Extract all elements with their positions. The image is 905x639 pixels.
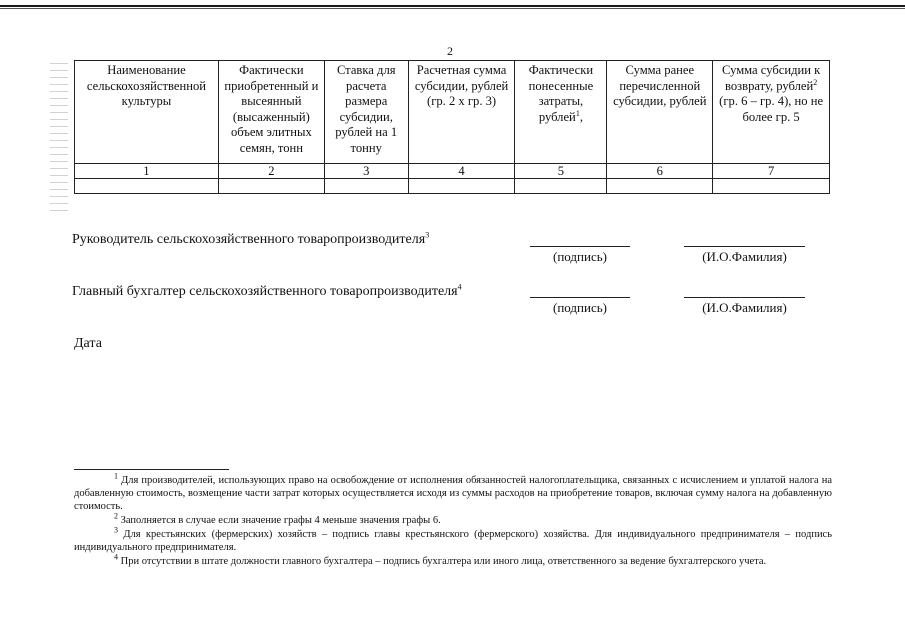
footnote-separator: [74, 469, 229, 470]
scan-edge-marks: [50, 60, 68, 215]
accountant-name-caption: (И.О.Фамилия): [702, 300, 787, 315]
column-number: 1: [75, 164, 219, 179]
accountant-signature-label: Главный бухгалтер сельскохозяйственного товаропроизводителя$^4$: [72, 282, 462, 299]
table-cell[interactable]: [713, 179, 830, 194]
table-cell[interactable]: [324, 179, 408, 194]
table-header-row: [75, 61, 830, 164]
column-number: 2: [218, 164, 324, 179]
head-signature-label: Руководитель сельскохозяйственного товаропроизводителя$^3$: [72, 230, 430, 247]
top-border-line: [0, 5, 905, 7]
footnote-1: $^1$ Для производителей, использующих право на освобождение от исполнения обязанностей налогоплательщика, связанных с исчислением и уплатой налога на добавленную стоимость, возмещение части затрат которых осуществляется исходя из суммы расходов на приобретение товаров, включая сумму налога на добавленную стоимость.: [74, 471, 833, 512]
accountant-signature-line[interactable]: [530, 297, 630, 298]
header-refund-sum: Сумма субсидии к возврату, рублей$^2$ (гр. 6 – гр. 4), но не более гр. 5: [713, 61, 830, 164]
table-cell[interactable]: [75, 179, 219, 194]
head-name-line[interactable]: [684, 246, 805, 247]
table-cell[interactable]: [218, 179, 324, 194]
page-number: 2: [447, 44, 453, 58]
table-cell[interactable]: [515, 179, 607, 194]
table-cell[interactable]: [607, 179, 713, 194]
footnote-4: $^4$ При отсутствии в штате должности главного бухгалтера – подпись бухгалтера или иного лица, ответственного за ведение бухгалтерского учета.: [114, 552, 767, 567]
subsidy-table: [74, 60, 830, 194]
top-border-line-thin: [0, 8, 905, 9]
column-number: 4: [408, 164, 515, 179]
header-rate: Ставка для расчета размера субсидии, рублей на 1 тонну: [324, 61, 408, 164]
header-seed-volume: Фактически приобретенный и высеянный (высаженный) объем элитных семян, тонн: [218, 61, 324, 164]
empty-data-row: [75, 179, 830, 194]
header-crop-name: Наименование сельскохозяйственной культуры: [75, 61, 219, 164]
footnote-3: $^3$ Для крестьянских (фермерских) хозяйств – подпись главы крестьянского (фермерского) хозяйства. Для индивидуального предпринимателя – подпись индивидуального предпринимателя.: [74, 525, 833, 553]
header-actual-costs: Фактически понесенные затраты, рублей$^1$,: [515, 61, 607, 164]
accountant-name-line[interactable]: [684, 297, 805, 298]
column-number: 3: [324, 164, 408, 179]
header-previous-subsidy: Сумма ранее перечисленной субсидии, рублей: [607, 61, 713, 164]
head-signature-caption: (подпись): [553, 249, 607, 264]
date-label: Дата: [74, 336, 102, 351]
head-name-caption: (И.О.Фамилия): [702, 249, 787, 264]
header-calculated-sum: Расчетная сумма субсидии, рублей (гр. 2 x гр. 3): [408, 61, 515, 164]
column-number: 6: [607, 164, 713, 179]
footnote-2: $^2$ Заполняется в случае если значение графы 4 меньше значения графы 6.: [114, 511, 441, 526]
table-cell[interactable]: [408, 179, 515, 194]
column-number-row: [75, 164, 830, 179]
head-signature-line[interactable]: [530, 246, 630, 247]
column-number: 7: [713, 164, 830, 179]
accountant-signature-caption: (подпись): [553, 300, 607, 315]
footnotes: [74, 471, 833, 569]
column-number: 5: [515, 164, 607, 179]
